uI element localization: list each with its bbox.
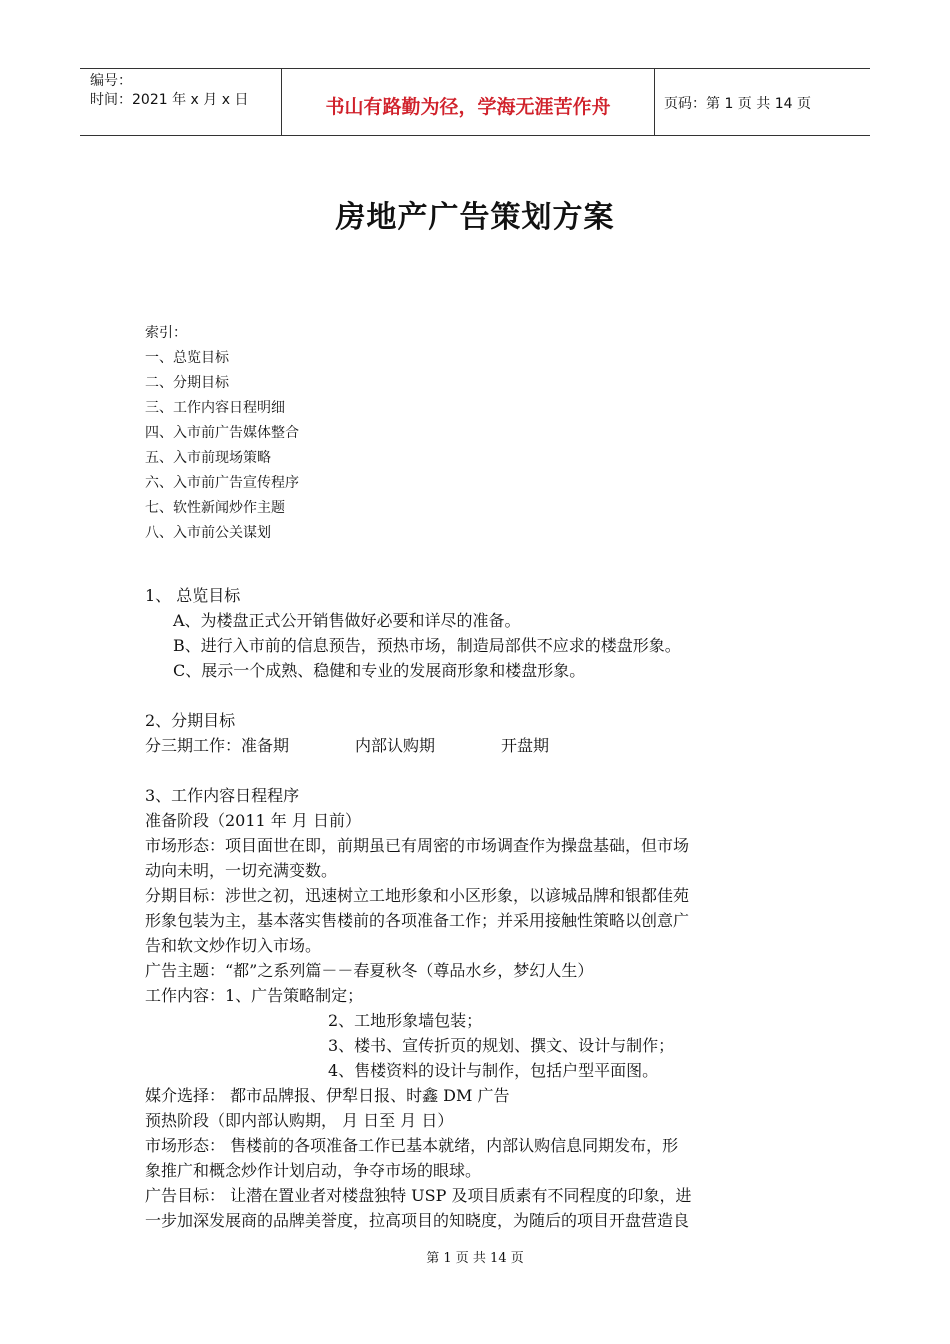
section-1-heading: 1、 总览目标	[145, 586, 241, 605]
toc-item: 三、工作内容日程明细	[145, 400, 285, 416]
document-title: 房地产广告策划方案	[335, 200, 615, 235]
toc-item: 二、分期目标	[145, 375, 229, 391]
work-content-item: 4、售楼资料的设计与制作，包括户型平面图。	[328, 1061, 659, 1080]
section-2-phases	[145, 733, 810, 758]
header-bottom-rule	[80, 135, 870, 136]
toc-item: 七、软性新闻炒作主题	[145, 500, 285, 516]
section-3-heading: 3、工作内容日程程序	[145, 786, 300, 805]
paragraph-line: 市场形态： 售楼前的各项准备工作已基本就绪，内部认购信息同期发布，形	[145, 1136, 679, 1155]
paragraph-line: 市场形态：项目面世在即，前期虽已有周密的市场调查作为操盘基础，但市场	[145, 836, 690, 855]
paragraph-line: 告和软文炒作切入市场。	[145, 936, 322, 955]
paragraph-line: 象推广和概念炒作计划启动，争夺市场的眼球。	[145, 1161, 482, 1180]
page-footer: 第 1 页 共 14 页	[426, 1251, 524, 1266]
ad-theme: 广告主题：“都”之系列篇－－春夏秋冬（尊品水乡，梦幻人生）	[145, 961, 594, 980]
phases-label: 分三期工作：准备期	[145, 736, 290, 755]
paragraph-line: 一步加深发展商的品牌美誉度，拉高项目的知晓度，为随后的项目开盘营造良	[145, 1211, 690, 1230]
header-divider-right	[654, 68, 655, 136]
header-motto: 书山有路勤为径，学海无涯苦作舟	[325, 96, 611, 118]
toc-item: 八、入市前公关谋划	[145, 525, 271, 541]
table-of-contents	[145, 321, 299, 546]
document-number-label: 编号：	[90, 73, 132, 89]
paragraph-line: 动向未明，一切充满变数。	[145, 861, 338, 880]
section-1-item: C、展示一个成熟、稳健和专业的发展商形象和楼盘形象。	[173, 661, 586, 680]
header-meta	[90, 72, 248, 110]
preheat-stage: 预热阶段（即内部认购期， 月 日至 月 日）	[145, 1111, 454, 1130]
document-time-label: 时间：2021 年 x 月 x 日	[90, 92, 249, 108]
work-content-item: 工作内容：1、广告策略制定；	[145, 986, 364, 1005]
toc-item: 一、总览目标	[145, 350, 229, 366]
work-content-item: 2、工地形象墙包装；	[328, 1011, 483, 1030]
toc-item: 四、入市前广告媒体整合	[145, 425, 299, 441]
header-page-info: 页码：第 1 页 共 14 页	[664, 96, 811, 112]
paragraph-line: 分期目标：涉世之初，迅速树立工地形象和小区形象，以谚城品牌和银都佳苑	[145, 886, 690, 905]
phase-internal-subscription: 内部认购期	[355, 736, 436, 755]
section-1-item: A、为楼盘正式公开销售做好必要和详尽的准备。	[173, 611, 521, 630]
section-1-item: B、进行入市前的信息预告，预热市场，制造局部供不应求的楼盘形象。	[173, 636, 681, 655]
paragraph-line: 广告目标： 让潜在置业者对楼盘独特 USP 及项目质素有不同程度的印象，进	[145, 1186, 692, 1205]
media-choice: 媒介选择： 都市品牌报、伊犁日报、时鑫 DM 广告	[145, 1086, 510, 1105]
document-body	[145, 583, 810, 1233]
header-top-rule	[80, 68, 870, 69]
section-2-heading: 2、分期目标	[145, 711, 236, 730]
work-content-item: 3、楼书、宣传折页的规划、撰文、设计与制作；	[328, 1036, 675, 1055]
paragraph-line: 形象包装为主，基本落实售楼前的各项准备工作；并采用接触性策略以创意广	[145, 911, 690, 930]
toc-item: 六、入市前广告宣传程序	[145, 475, 299, 491]
phase-opening: 开盘期	[501, 736, 550, 755]
prep-stage: 准备阶段（2011 年 月 日前）	[145, 811, 361, 830]
toc-heading: 索引：	[145, 325, 187, 341]
toc-item: 五、入市前现场策略	[145, 450, 271, 466]
